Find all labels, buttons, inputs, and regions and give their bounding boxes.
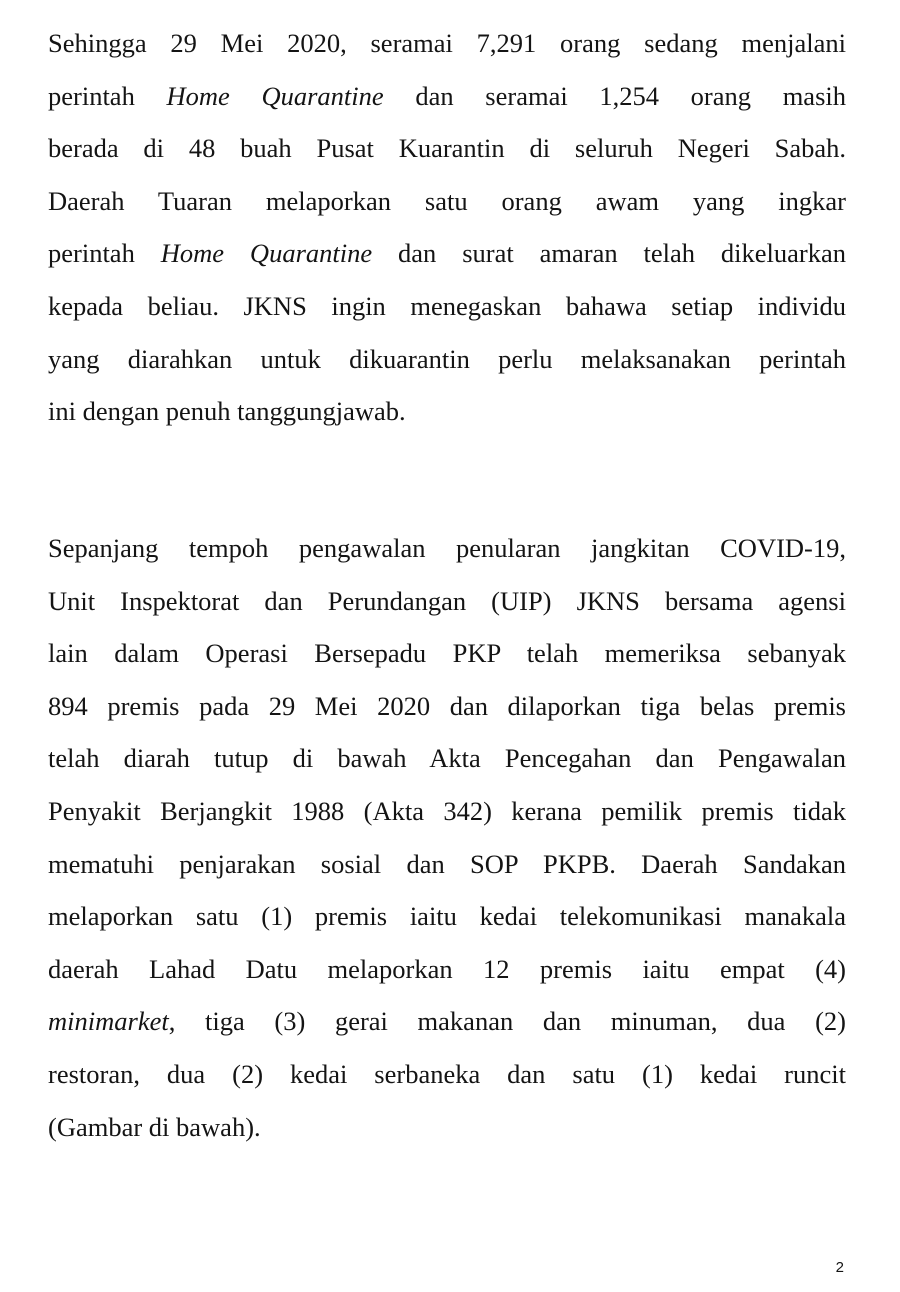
text-line: berada di 48 buah Pusat Kuarantin di seluruh Negeri Sabah. <box>48 133 846 164</box>
italic-term: Home Quarantine <box>160 238 373 269</box>
text-line: telah diarah tutup di bawah Akta Pencegahan dan Pengawalan <box>48 743 846 774</box>
text-segment: dan surat amaran telah dikeluarkan <box>372 238 846 269</box>
text-line: Penyakit Berjangkit 1988 (Akta 342) kerana pemilik premis tidak <box>48 795 846 826</box>
text-line: Sepanjang tempoh pengawalan penularan jangkitan COVID-19, <box>48 533 846 563</box>
text-line: daerah Lahad Datu melaporkan 12 premis iaitu empat (4) <box>48 953 846 984</box>
text-line: ini dengan penuh tanggungjawab. <box>48 396 406 427</box>
italic-term: minimarket <box>48 1006 169 1037</box>
text-line: mematuhi penjarakan sosial dan SOP PKPB. Daerah Sandakan <box>48 848 846 879</box>
text-segment: perintah <box>48 238 161 269</box>
italic-term: Home Quarantine <box>166 80 384 111</box>
text-line: Daerah Tuaran melaporkan satu orang awam yang ingkar <box>48 185 846 216</box>
text-line <box>48 70 846 123</box>
text-segment: perintah <box>48 80 167 111</box>
text-line: 894 premis pada 29 Mei 2020 dan dilaporkan tiga belas premis <box>48 690 846 721</box>
text-line: lain dalam Operasi Bersepadu PKP telah memeriksa sebanyak <box>48 638 846 669</box>
text-segment: dan seramai 1,254 orang masih <box>383 80 846 111</box>
paragraph-home-quarantine <box>48 17 846 438</box>
paragraph-premises-inspection <box>48 522 846 1153</box>
text-line <box>48 995 846 1048</box>
text-line: Unit Inspektorat dan Perundangan (UIP) JKNS bersama agensi <box>48 585 846 616</box>
text-line: melaporkan satu (1) premis iaitu kedai telekomunikasi manakala <box>48 901 846 932</box>
page-number: 2 <box>835 1259 844 1276</box>
text-line: yang diarahkan untuk dikuarantin perlu melaksanakan perintah <box>48 343 846 374</box>
text-line: restoran, dua (2) kedai serbaneka dan satu (1) kedai runcit <box>48 1058 846 1089</box>
text-line <box>48 227 846 280</box>
text-line: kepada beliau. JKNS ingin menegaskan bahawa setiap individu <box>48 290 846 321</box>
text-segment: , tiga (3) gerai makanan dan minuman, dua (2) <box>168 1006 846 1037</box>
text-line: (Gambar di bawah). <box>48 1111 261 1142</box>
text-line: Sehingga 29 Mei 2020, seramai 7,291 orang sedang menjalani <box>48 28 846 58</box>
